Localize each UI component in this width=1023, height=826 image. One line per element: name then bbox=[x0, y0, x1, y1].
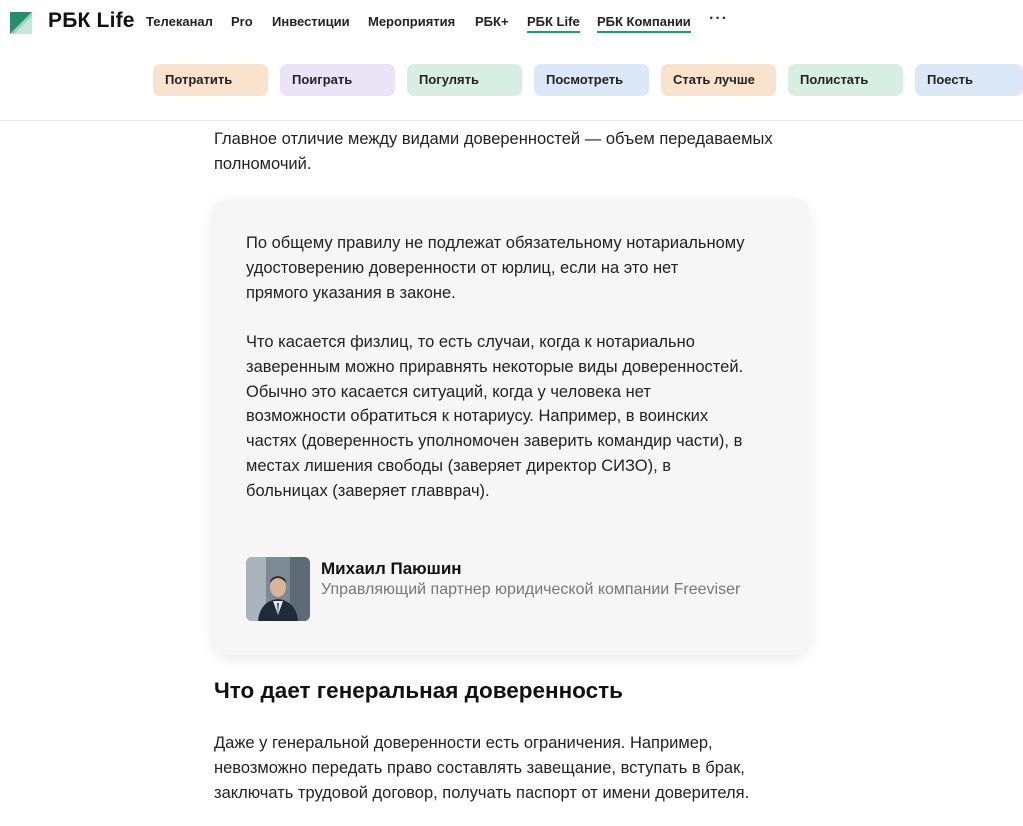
category-pill-eat[interactable] bbox=[915, 64, 1023, 96]
category-pill-spend[interactable] bbox=[153, 64, 268, 96]
more-menu-icon[interactable]: ··· bbox=[709, 10, 728, 27]
category-label: Поесть bbox=[927, 72, 973, 87]
nav-item-pro[interactable]: Pro bbox=[231, 14, 253, 29]
category-pill-walk[interactable] bbox=[407, 64, 522, 96]
nav-item-tv[interactable]: Телеканал bbox=[146, 14, 213, 29]
author-name: Михаил Паюшин bbox=[321, 559, 462, 578]
category-pill-improve[interactable] bbox=[661, 64, 776, 96]
body-paragraph bbox=[214, 731, 814, 806]
author-avatar bbox=[246, 557, 310, 621]
body-line: заключать трудовой договор, получать паспорт от имени доверителя. bbox=[214, 784, 750, 802]
quote-line: удостоверению доверенности от юрлиц, если на это нет bbox=[246, 258, 679, 277]
category-pill-play[interactable] bbox=[280, 64, 395, 96]
quote-line: больницах (заверяет главврач). bbox=[246, 481, 490, 500]
intro-line: Главное отличие между видами доверенностей — объем передаваемых bbox=[214, 130, 773, 148]
quote-line: Что касается физлиц, то есть случаи, когда к нотариально bbox=[246, 333, 695, 351]
body-line: невозможно передать право составлять завещание, вступать в брак, bbox=[214, 759, 745, 777]
quote-line: местах лишения свободы (заверяет директор СИЗО), в bbox=[246, 456, 672, 475]
author-role: Управляющий партнер юридической компании Freeviser bbox=[321, 581, 741, 598]
nav-item-events[interactable]: Мероприятия bbox=[368, 14, 456, 29]
section-heading: Что дает генеральная доверенность bbox=[214, 678, 623, 703]
category-pill-watch[interactable] bbox=[534, 64, 649, 96]
quote-line: возможности обратиться к нотариусу. Например, в воинских bbox=[246, 407, 709, 426]
quote-paragraph-2 bbox=[246, 330, 786, 504]
quote-line: Обычно это касается ситуаций, когда у человека нет bbox=[246, 382, 651, 401]
body-line: Даже у генеральной доверенности есть ограничения. Например, bbox=[214, 734, 713, 752]
quote-paragraph-1 bbox=[246, 231, 786, 305]
expert-quote-card bbox=[212, 198, 810, 655]
rbc-logo-icon[interactable] bbox=[10, 12, 32, 34]
intro-line: полномочий. bbox=[214, 155, 312, 173]
category-label: Погулять bbox=[419, 72, 479, 87]
category-label: Стать лучше bbox=[673, 72, 755, 87]
category-label: Полистать bbox=[800, 72, 869, 87]
category-label: Поиграть bbox=[292, 72, 353, 87]
category-label: Потратить bbox=[165, 72, 233, 87]
quote-line: прямого указания в законе. bbox=[246, 283, 456, 302]
quote-line: частях (доверенность уполномочен заверить командир части), в bbox=[246, 432, 743, 451]
category-pill-read[interactable] bbox=[788, 64, 903, 96]
nav-item-rbc-life[interactable]: РБК Life bbox=[527, 14, 580, 33]
intro-paragraph bbox=[214, 127, 814, 177]
quote-line: заверенным можно приравнять некоторые виды доверенностей. bbox=[246, 357, 744, 376]
top-header bbox=[0, 0, 1023, 46]
nav-item-rbc-companies[interactable]: РБК Компании bbox=[597, 14, 691, 33]
quote-line: По общему правилу не подлежат обязательному нотариальному bbox=[246, 234, 745, 252]
category-bar bbox=[0, 46, 1023, 121]
category-label: Посмотреть bbox=[546, 72, 624, 87]
nav-item-investments[interactable]: Инвестиции bbox=[272, 14, 350, 29]
nav-item-rbc-plus[interactable]: РБК+ bbox=[475, 14, 509, 29]
brand-title[interactable]: РБК Life bbox=[48, 9, 135, 32]
